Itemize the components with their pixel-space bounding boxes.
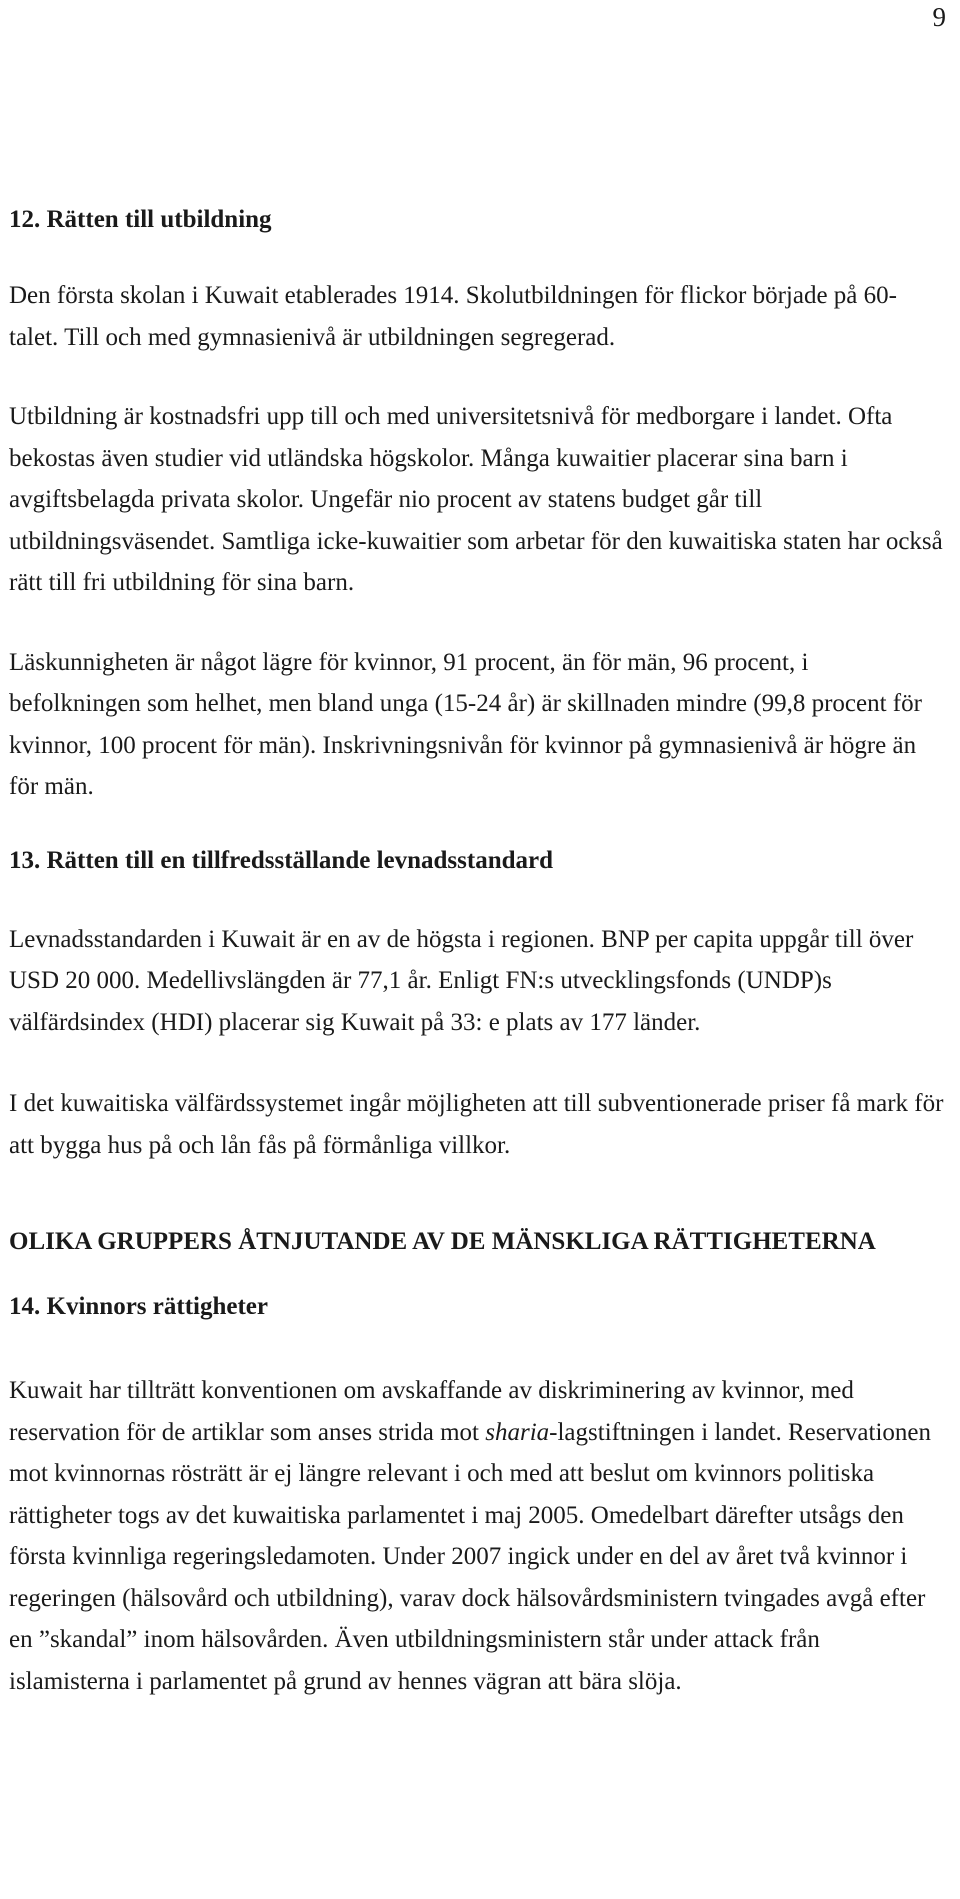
section-heading-13: 13. Rätten till en tillfredsställande levnadsstandard bbox=[9, 846, 554, 874]
paragraph-womens-rights bbox=[9, 1370, 944, 1702]
paragraph-free-education: Utbildning är kostnadsfri upp till och med universitetsnivå för medborgare i landet. Ofta bekostas även studier vid utländska högskolor. Många kuwaitier placerar sina barn i avgiftsbelagda privata skolor. Ungefär nio procent av statens budget går till utbildningsväsendet. Samtliga icke-kuwaitier som arbetar för den kuwaitiska staten har också rätt till fri utbildning för sina barn. bbox=[9, 403, 943, 596]
section-heading-12: 12. Rätten till utbildning bbox=[9, 206, 272, 233]
section-heading-14: 14. Kvinnors rättigheter bbox=[9, 1293, 268, 1320]
page-number: 9 bbox=[932, 2, 946, 32]
paragraph-living-standard: Levnadsstandarden i Kuwait är en av de högsta i regionen. BNP per capita uppgår till över USD 20 000. Medellivslängden är 77,1 år. Enligt FN:s utvecklingsfonds (UNDP)s välfärdsindex (HDI) placerar sig Kuwait på 33: e plats av 177 länder. bbox=[9, 925, 914, 1036]
document-body bbox=[9, 205, 944, 1702]
sharia-term: sharia bbox=[485, 1418, 550, 1446]
paragraph-school-history: Den första skolan i Kuwait etablerades 1914. Skolutbildningen för flickor började på 60-talet. Till och med gymnasienivå är utbildningen segregerad. bbox=[9, 282, 897, 351]
paragraph-welfare-system: I det kuwaitiska välfärdssystemet ingår möjligheten att till subventionerade priser få mark för att bygga hus på och lån fås på förmånliga villkor. bbox=[9, 1090, 944, 1159]
paragraph-literacy: Läskunnigheten är något lägre för kvinnor, 91 procent, än för män, 96 procent, i befolkningen som helhet, men bland unga (15-24 år) är skillnaden mindre (99,8 procent för kvinnor, 100 procent för män). Inskrivningsnivån för kvinnor på gymnasienivå är högre än för män. bbox=[9, 648, 922, 800]
paragraph-womens-rights-part1: Kuwait har tillträtt konventionen om avskaffande av diskriminering av kvinnor, med reservation för de artiklar som anses strida mot bbox=[9, 1377, 854, 1446]
part-heading-groups: OLIKA GRUPPERS ÅTNJUTANDE AV DE MÄNSKLIGA RÄTTIGHETERNA bbox=[9, 1228, 876, 1255]
paragraph-womens-rights-part2: -lagstiftningen i landet. Reservationen mot kvinnornas rösträtt är ej längre relevant i och med att beslut om kvinnors politiska rättigheter togs av det kuwaitiska parlamentet i maj 2005. Omedelbart därefter utsågs den första kvinnliga regeringsledamoten. Under 2007 ingick under en del av året två kvinnor i regeringen (hälsovård och utbildning), varav dock hälsovårdsministern tvingades avgå efter en ”skandal” inom hälsovården. Även utbildningsministern står under attack från islamisterna i parlamentet på grund av hennes vägran att bära slöja. bbox=[9, 1418, 931, 1695]
